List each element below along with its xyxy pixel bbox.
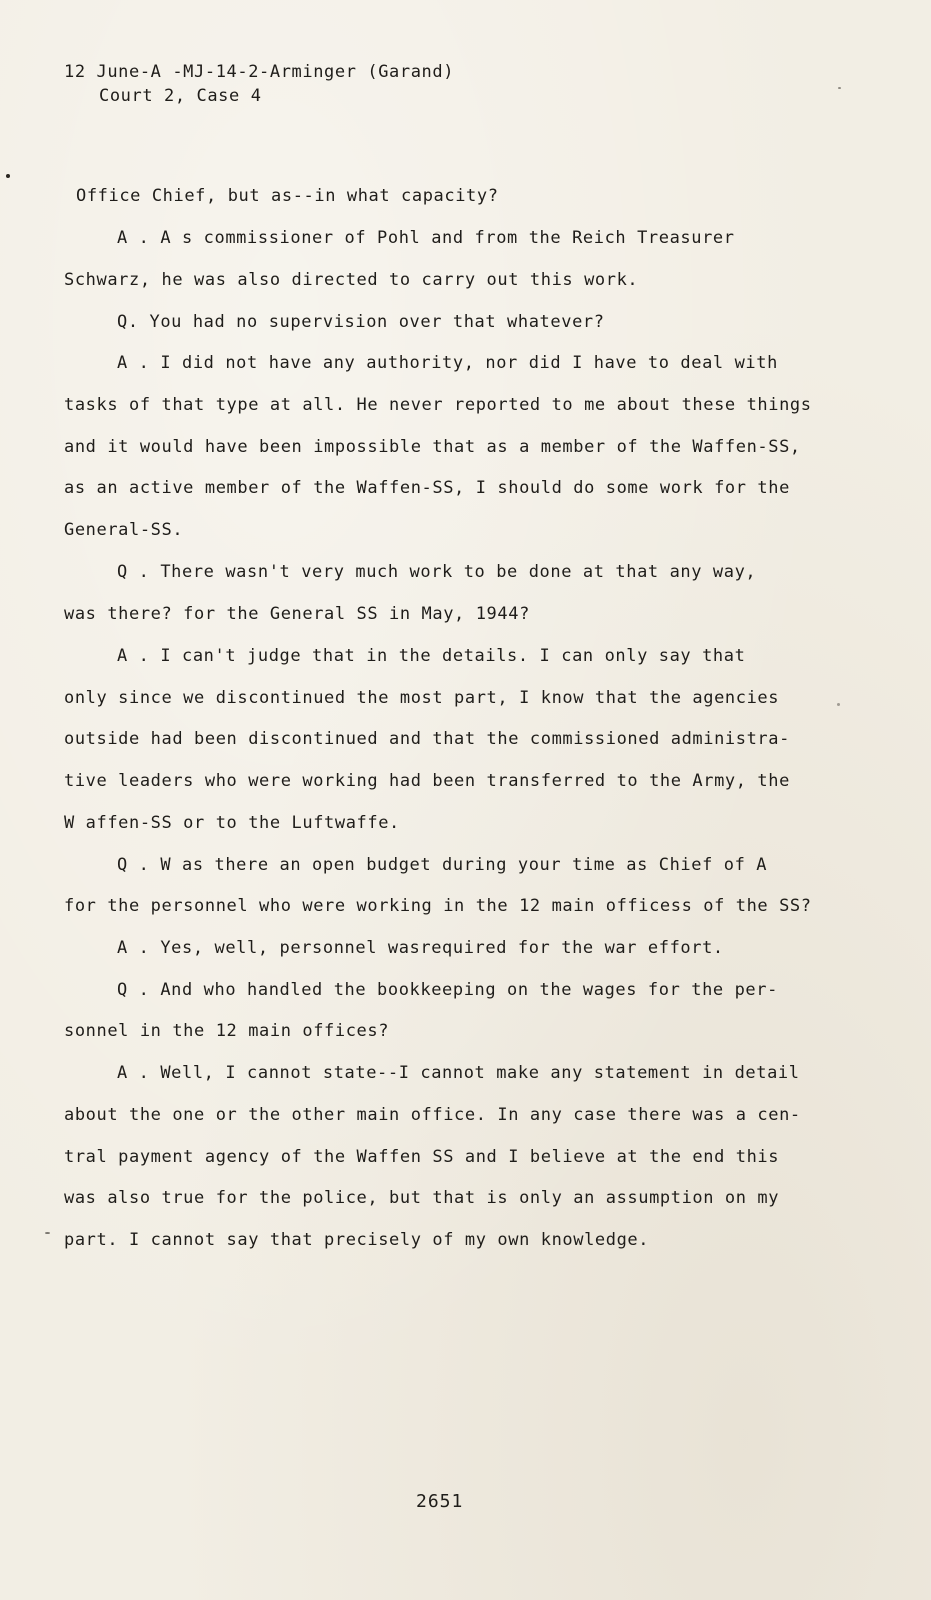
page-number: 2651 — [416, 1491, 464, 1512]
text-line: A . Yes, well, personnel wasrequired for the war effort. — [117, 938, 724, 958]
header-line-2: Court 2, Case 4 — [99, 86, 262, 106]
text-line: as an active member of the Waffen-SS, I should do some work for the — [64, 478, 790, 498]
text-line: tral payment agency of the Waffen SS and I believe at the end this — [64, 1147, 780, 1167]
text-line: A . I can't judge that in the details. I can only say that — [117, 646, 746, 666]
text-line: tasks of that type at all. He never reported to me about these things — [64, 395, 812, 415]
text-line: about the one or the other main office. In any case there was a cen- — [64, 1105, 801, 1125]
paper-speck — [838, 87, 841, 89]
text-line: only since we discontinued the most part, I know that the agencies — [64, 688, 780, 708]
header-line-1: 12 June-A -MJ-14-2-Arminger (Garand) — [64, 62, 455, 82]
text-line: was also true for the police, but that is only an assumption on my — [64, 1188, 780, 1208]
text-line: General-SS. — [64, 520, 184, 540]
paper-speck — [45, 1232, 50, 1234]
paper-speck — [837, 703, 840, 706]
text-line: part. I cannot say that precisely of my own knowledge. — [64, 1230, 650, 1250]
text-line: Q . W as there an open budget during your time as Chief of A — [117, 855, 768, 875]
text-line: Q . And who handled the bookkeeping on the wages for the per- — [117, 980, 778, 1000]
text-line: Schwarz, he was also directed to carry out this work. — [64, 270, 639, 290]
text-line: for the personnel who were working in the 12 main officess of the SS? — [64, 896, 812, 916]
paper-speck — [6, 174, 10, 178]
text-line: A . A s commissioner of Pohl and from the Reich Treasurer — [117, 228, 735, 248]
text-line: outside had been discontinued and that the commissioned administra- — [64, 729, 790, 749]
text-line: was there? for the General SS in May, 1944? — [64, 604, 530, 624]
text-line: tive leaders who were working had been transferred to the Army, the — [64, 771, 790, 791]
text-line: sonnel in the 12 main offices? — [64, 1021, 390, 1041]
text-line: Office Chief, but as--in what capacity? — [76, 186, 499, 206]
text-line: W affen-SS or to the Luftwaffe. — [64, 813, 400, 833]
text-line: Q. You had no supervision over that whatever? — [117, 312, 605, 332]
text-line: A . I did not have any authority, nor did I have to deal with — [117, 353, 778, 373]
text-line: A . Well, I cannot state--I cannot make any statement in detail — [117, 1063, 800, 1083]
text-line: Q . There wasn't very much work to be done at that any way, — [117, 562, 757, 582]
text-line: and it would have been impossible that as a member of the Waffen-SS, — [64, 437, 801, 457]
